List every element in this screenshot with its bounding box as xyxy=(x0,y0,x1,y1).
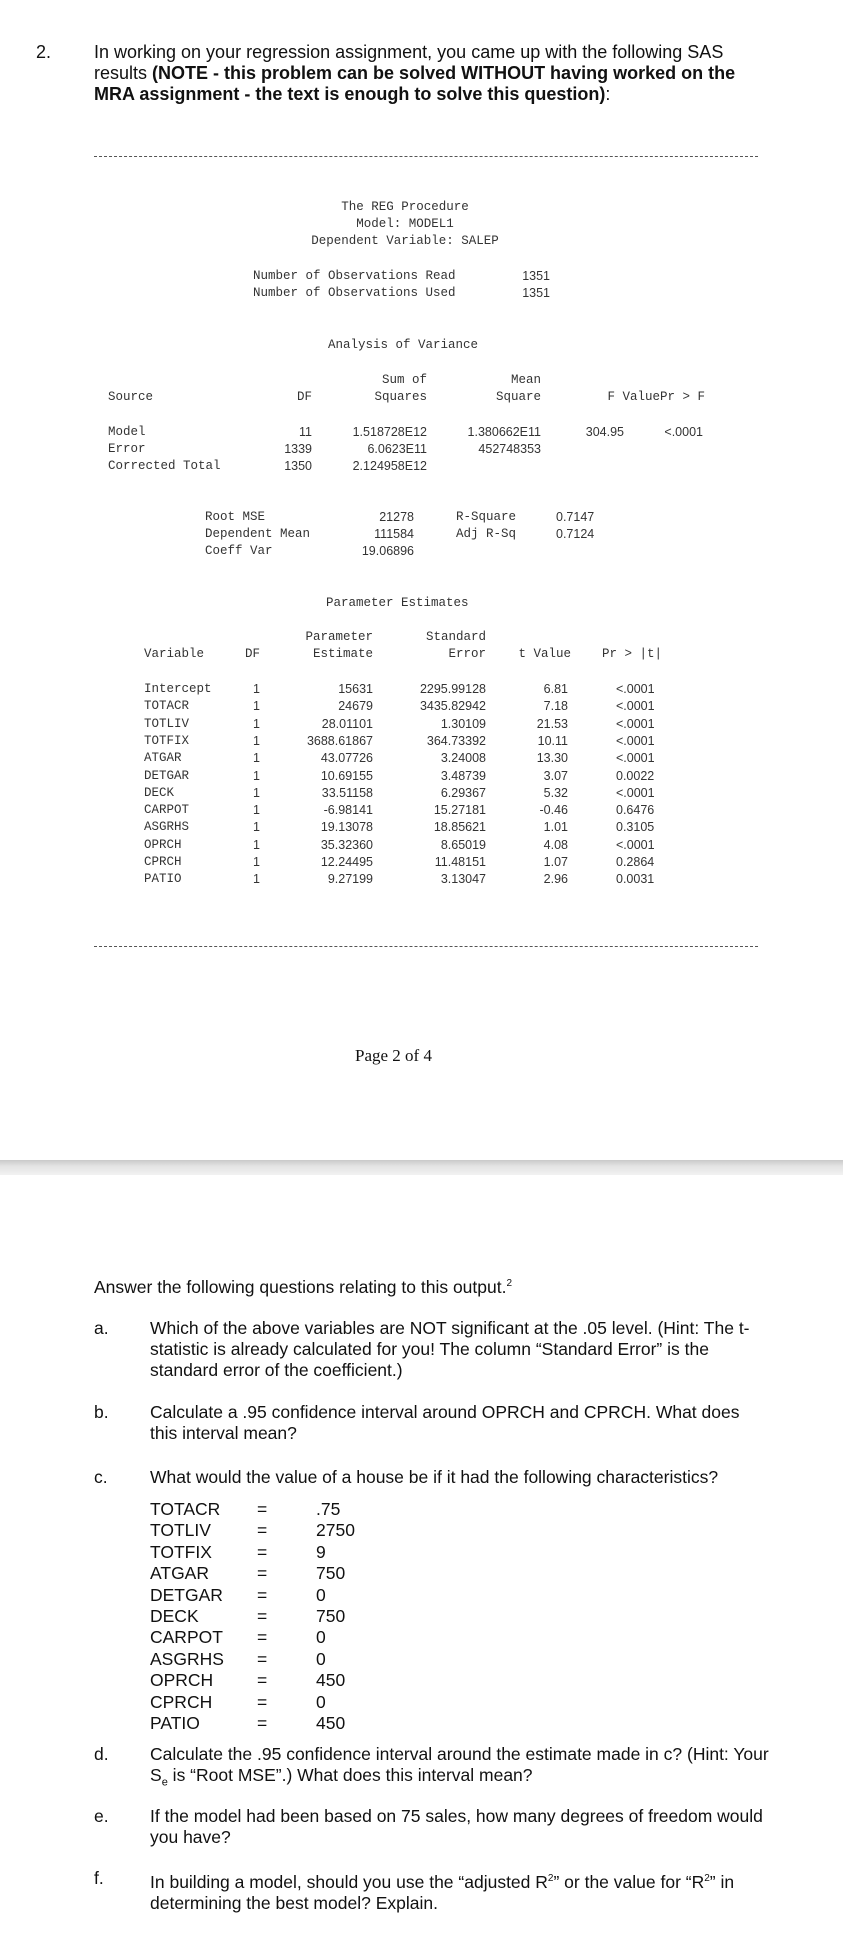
param-std-error: 2295.99128 xyxy=(419,682,486,696)
characteristic-value: 450 xyxy=(316,1712,346,1733)
param-variable: CARPOT xyxy=(144,803,190,818)
characteristic-name: DECK xyxy=(150,1605,199,1626)
param-estimate: 9.27199 xyxy=(327,872,373,887)
anova-ss-header-1: Sum of xyxy=(381,373,427,387)
params-est-header-1: Parameter xyxy=(305,630,373,644)
anova-source: Model xyxy=(108,425,146,439)
characteristic-value: 0 xyxy=(316,1627,326,1648)
characteristic-equals: = xyxy=(257,1563,268,1584)
param-variable: DECK xyxy=(144,785,175,800)
param-p-value: 0.0022 xyxy=(616,768,655,783)
param-p-value: <.0001 xyxy=(616,751,655,766)
sas-header-line-3: Dependent Variable: SALEP xyxy=(311,234,499,248)
params-title: Parameter Estimates xyxy=(326,596,469,610)
answers-intro xyxy=(94,1273,512,1298)
characteristic-name: ATGAR xyxy=(150,1563,209,1584)
characteristic-equals: = xyxy=(257,1605,268,1626)
characteristic-equals: = xyxy=(257,1648,268,1669)
obs-used-label: Number of Observations Used xyxy=(253,286,456,300)
fit-label-2: R-Square xyxy=(456,510,517,524)
question-intro xyxy=(94,42,774,105)
param-p-value: <.0001 xyxy=(616,733,655,748)
param-std-error: 3.24008 xyxy=(440,751,486,766)
characteristic-name: TOTACR xyxy=(150,1499,221,1519)
param-t-value: 10.11 xyxy=(537,733,568,748)
characteristic-value: 9 xyxy=(316,1541,326,1562)
param-p-value: 0.6476 xyxy=(616,803,655,818)
characteristic-name: DETGAR xyxy=(150,1584,223,1605)
param-std-error: 8.65019 xyxy=(440,837,486,852)
param-t-value: 6.81 xyxy=(543,682,568,696)
question-f-text xyxy=(150,1868,770,1914)
anova-source-header: Source xyxy=(108,390,154,404)
param-t-value: 21.53 xyxy=(536,716,568,731)
question-b-text xyxy=(150,1402,770,1444)
param-df: 1 xyxy=(253,872,260,887)
characteristic-value: .75 xyxy=(316,1499,341,1519)
param-std-error: 6.29367 xyxy=(440,785,486,800)
param-estimate: 15631 xyxy=(338,682,373,696)
anova-ms: 1.380662E11 xyxy=(467,425,541,439)
param-variable: TOTLIV xyxy=(144,716,190,731)
params-t-header: t Value xyxy=(518,647,571,661)
question-d-text xyxy=(150,1744,770,1794)
param-df: 1 xyxy=(253,803,260,818)
anova-ms: 452748353 xyxy=(478,442,541,456)
param-std-error: 15.27181 xyxy=(433,803,486,818)
question-b-part-2: . What does this interval mean? xyxy=(150,1402,740,1443)
sas-header-line-1: The REG Procedure xyxy=(341,200,469,214)
anova-df-header: DF xyxy=(296,390,312,404)
param-estimate: 19.13078 xyxy=(320,820,373,835)
characteristic-value: 0 xyxy=(316,1584,326,1605)
question-d-subscript: e xyxy=(161,1776,168,1789)
question-f-part-2: ” or the value for “R xyxy=(553,1871,705,1892)
question-a-text: Which of the above variables are NOT significant at the .05 level. (Hint: The t-statistic is already calculated for you! The column “Standard Error” is the standard error of the coefficient.) xyxy=(150,1318,750,1380)
param-p-value: 0.2864 xyxy=(616,855,655,869)
top-divider xyxy=(94,156,758,157)
param-std-error: 3.13047 xyxy=(440,872,486,887)
param-variable: ATGAR xyxy=(144,751,182,766)
fit-label: Root MSE xyxy=(205,510,266,524)
param-estimate: 24679 xyxy=(338,699,373,714)
characteristic-value: 0 xyxy=(316,1691,326,1712)
param-t-value: 3.07 xyxy=(543,768,568,783)
anova-p: <.0001 xyxy=(664,425,703,439)
question-a-letter: a. xyxy=(94,1318,109,1338)
param-variable: PATIO xyxy=(144,872,182,887)
question-f-sup-2: 2 xyxy=(704,1873,710,1884)
question-f-part-1: In building a model, should you use the “adjusted R xyxy=(150,1871,548,1892)
param-std-error: 3.48739 xyxy=(440,768,486,783)
param-variable: TOTACR xyxy=(144,699,190,714)
fit-value: 19.06896 xyxy=(361,544,414,558)
param-df: 1 xyxy=(253,699,260,714)
params-se-header-2: Error xyxy=(448,647,486,661)
question-d-part-1: Calculate the .95 confidence interval around the estimate made in c? (Hint: Your S xyxy=(150,1744,769,1785)
params-se-header-1: Standard xyxy=(425,630,486,644)
param-std-error: 18.85621 xyxy=(433,820,486,835)
characteristic-name: CPRCH xyxy=(150,1691,213,1712)
obs-read-value: 1351 xyxy=(522,269,550,283)
anova-title: Analysis of Variance xyxy=(328,338,479,352)
footnote-marker: 2 xyxy=(506,1278,513,1289)
param-estimate: -6.98141 xyxy=(323,803,373,818)
question-d-part-2: is “Root MSE”.) What does this interval mean? xyxy=(167,1765,533,1785)
sas-header-line-2: Model: MODEL1 xyxy=(356,217,454,231)
params-p-header: Pr > |t| xyxy=(601,647,662,661)
fit-value-2: 0.7147 xyxy=(556,510,595,524)
param-std-error: 1.30109 xyxy=(440,716,486,731)
anova-df: 1350 xyxy=(284,459,312,473)
anova-ss: 1.518728E12 xyxy=(352,425,427,439)
param-p-value: 0.3105 xyxy=(616,820,655,835)
question-number: 2. xyxy=(36,42,52,62)
param-std-error: 11.48151 xyxy=(434,855,486,869)
characteristic-name: TOTLIV xyxy=(150,1520,211,1541)
characteristic-name: ASGRHS xyxy=(150,1648,224,1669)
anova-source: Error xyxy=(108,442,146,456)
intro-plain: In working on your regression assignment, you came up with the following SAS results xyxy=(94,42,724,83)
params-est-header-2: Estimate xyxy=(312,647,373,661)
question-b-letter: b. xyxy=(94,1402,109,1422)
param-estimate: 3688.61867 xyxy=(306,733,373,748)
param-variable: OPRCH xyxy=(144,837,182,852)
question-e-text: If the model had been based on 75 sales, how many degrees of freedom would you have? xyxy=(150,1806,763,1847)
characteristic-value: 2750 xyxy=(316,1520,355,1541)
characteristic-equals: = xyxy=(257,1712,268,1733)
param-p-value: <.0001 xyxy=(616,682,655,696)
param-df: 1 xyxy=(253,716,260,731)
param-df: 1 xyxy=(253,820,260,835)
param-variable: ASGRHS xyxy=(144,820,190,835)
param-p-value: <.0001 xyxy=(616,716,655,731)
param-t-value: 1.07 xyxy=(543,855,568,869)
param-df: 1 xyxy=(253,768,260,783)
anova-f-header: F Value xyxy=(607,390,660,404)
param-estimate: 33.51158 xyxy=(321,785,373,800)
param-t-value: 4.08 xyxy=(543,837,568,852)
page-number: Page 2 of 4 xyxy=(355,1046,432,1065)
characteristic-value: 0 xyxy=(316,1648,326,1669)
anova-source: Corrected Total xyxy=(108,459,221,473)
param-t-value: 2.96 xyxy=(543,872,568,887)
question-f-letter: f. xyxy=(94,1868,104,1888)
param-p-value: <.0001 xyxy=(616,699,655,714)
page-separator xyxy=(0,1160,843,1175)
param-p-value: <.0001 xyxy=(616,785,655,800)
characteristic-name: CARPOT xyxy=(150,1627,223,1648)
question-f-sup-1: 2 xyxy=(547,1873,554,1884)
param-estimate: 10.69155 xyxy=(320,768,373,783)
intro-bold: (NOTE - this problem can be solved WITHOUT having worked on the MRA assignment - the text is enough to solve this question) xyxy=(94,63,736,104)
params-df-header: DF xyxy=(244,647,260,661)
answers-intro-text: Answer the following questions relating to this output. xyxy=(94,1276,507,1297)
intro-end: : xyxy=(605,84,611,104)
param-variable: TOTFIX xyxy=(144,733,190,748)
question-b-part-1: Calculate a .95 confidence interval around OPRCH and CPRCH xyxy=(150,1402,647,1422)
anova-df: 11 xyxy=(299,425,312,439)
fit-label: Coeff Var xyxy=(205,544,273,558)
param-t-value: 13.30 xyxy=(536,751,568,766)
fit-value: 21278 xyxy=(379,510,414,524)
anova-p-header: Pr > F xyxy=(660,390,706,404)
characteristic-equals: = xyxy=(257,1520,268,1541)
fit-label: Dependent Mean xyxy=(205,527,311,541)
characteristic-equals: = xyxy=(257,1584,268,1605)
param-t-value: 1.01 xyxy=(543,820,568,835)
param-variable: DETGAR xyxy=(144,768,190,783)
characteristic-name: OPRCH xyxy=(150,1670,214,1691)
characteristic-value: 450 xyxy=(316,1670,346,1691)
bottom-divider xyxy=(94,946,758,947)
param-variable: CPRCH xyxy=(144,855,182,869)
anova-ss-header-2: Squares xyxy=(374,390,427,404)
param-std-error: 3435.82942 xyxy=(419,699,486,714)
anova-ss: 6.0623E11 xyxy=(367,442,427,456)
question-f-part-3: ” in determining the best model? Explain. xyxy=(150,1871,735,1913)
question-d-letter: d. xyxy=(94,1744,109,1764)
param-df: 1 xyxy=(253,682,260,696)
question-e-letter: e. xyxy=(94,1806,109,1826)
param-df: 1 xyxy=(253,733,260,748)
param-df: 1 xyxy=(253,751,260,766)
param-t-value: 5.32 xyxy=(543,785,568,800)
characteristic-equals: = xyxy=(257,1691,268,1712)
param-df: 1 xyxy=(253,855,260,869)
question-c-text: What would the value of a house be if it had the following characteristics? xyxy=(150,1467,719,1487)
param-p-value: 0.0031 xyxy=(616,872,655,887)
param-estimate: 12.24495 xyxy=(320,855,373,869)
param-variable: Intercept xyxy=(144,682,212,696)
question-c-letter: c. xyxy=(94,1467,108,1487)
anova-ms-header-1: Mean xyxy=(510,373,541,387)
characteristic-equals: = xyxy=(257,1499,268,1519)
characteristic-name: PATIO xyxy=(150,1712,200,1733)
characteristic-name: TOTFIX xyxy=(150,1541,212,1562)
param-df: 1 xyxy=(253,785,260,800)
characteristic-value: 750 xyxy=(316,1605,346,1626)
param-p-value: <.0001 xyxy=(616,837,655,852)
fit-value: 111584 xyxy=(374,527,414,541)
anova-ms-header-2: Square xyxy=(495,390,541,404)
anova-df: 1339 xyxy=(284,442,312,456)
fit-label-2: Adj R-Sq xyxy=(456,527,517,541)
anova-ss: 2.124958E12 xyxy=(352,459,427,473)
param-estimate: 28.01101 xyxy=(321,716,373,731)
param-std-error: 364.73392 xyxy=(426,733,486,748)
fit-value-2: 0.7124 xyxy=(556,527,595,541)
param-estimate: 43.07726 xyxy=(320,751,373,766)
obs-read-label: Number of Observations Read xyxy=(253,269,456,283)
params-variable-header: Variable xyxy=(144,647,205,661)
characteristic-equals: = xyxy=(257,1627,268,1648)
characteristic-equals: = xyxy=(257,1670,268,1691)
characteristic-value: 750 xyxy=(316,1563,346,1584)
characteristic-equals: = xyxy=(257,1541,268,1562)
param-df: 1 xyxy=(253,837,260,852)
param-t-value: -0.46 xyxy=(539,803,568,818)
param-t-value: 7.18 xyxy=(543,699,568,714)
param-estimate: 35.32360 xyxy=(320,837,373,852)
anova-f: 304.95 xyxy=(585,425,624,439)
obs-used-value: 1351 xyxy=(522,286,550,300)
